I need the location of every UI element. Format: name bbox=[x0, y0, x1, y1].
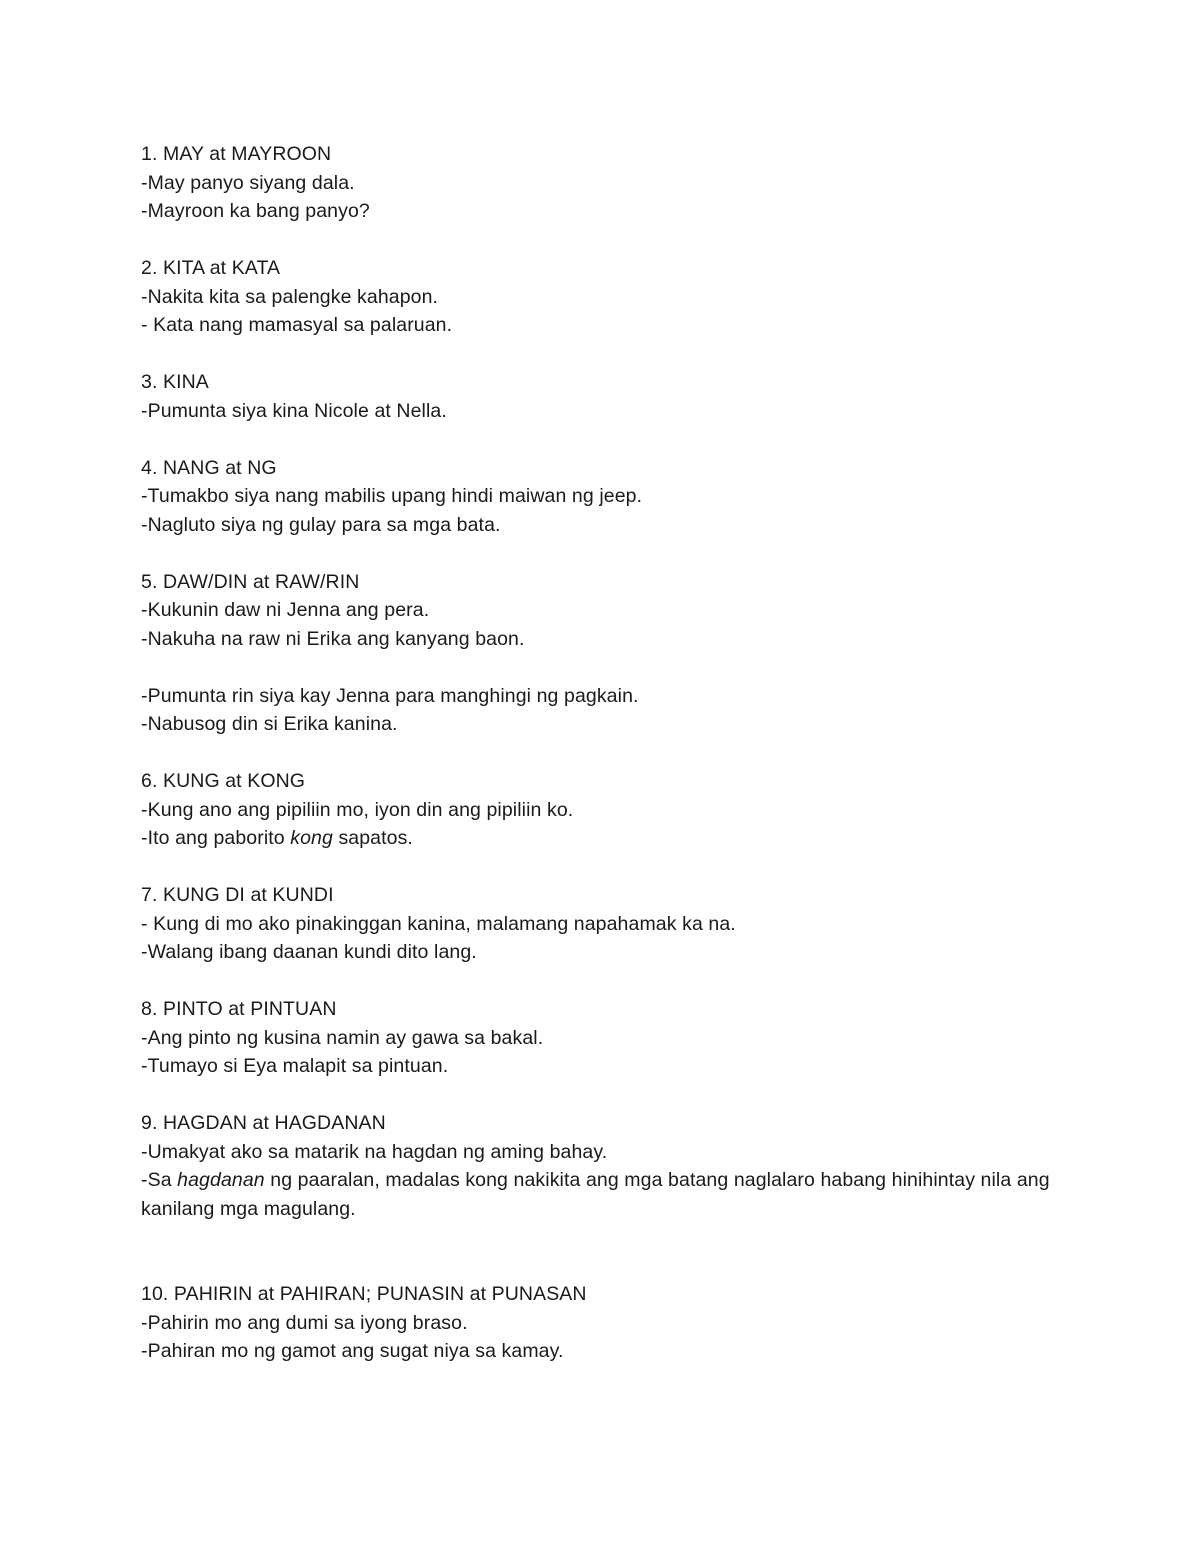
emphasized-word: kong bbox=[290, 827, 333, 849]
section-4 bbox=[141, 454, 1101, 540]
example-sentence: -Umakyat ako sa matarik na hagdan ng aming bahay. bbox=[141, 1140, 608, 1163]
example-sentence: - Kata nang mamasyal sa palaruan. bbox=[141, 314, 453, 336]
example-sentence: -Pumunta siya kina Nicole at Nella. bbox=[141, 399, 447, 422]
section-8 bbox=[141, 995, 1101, 1081]
example-sentence: -Nakuha na raw ni Erika ang kanyang baon. bbox=[141, 627, 525, 650]
section-heading: 5. DAW/DIN at RAW/RIN bbox=[141, 570, 360, 593]
section-heading: 1. MAY at MAYROON bbox=[141, 143, 332, 165]
example-sentence bbox=[141, 824, 1101, 853]
section-7 bbox=[141, 881, 1101, 967]
example-sentence: -Pahirin mo ang dumi sa iyong braso. bbox=[141, 1311, 468, 1334]
section-heading: 7. KUNG DI at KUNDI bbox=[141, 884, 334, 906]
document-body bbox=[141, 140, 1101, 1394]
example-sentence: -Nakita kita sa palengke kahapon. bbox=[141, 285, 439, 308]
example-sentence: -Pumunta rin siya kay Jenna para manghingi ng pagkain. bbox=[141, 684, 639, 707]
example-sentence: -Walang ibang daanan kundi dito lang. bbox=[141, 941, 477, 963]
sentence-text: sapatos. bbox=[332, 827, 413, 849]
section-heading: 4. NANG at NG bbox=[141, 456, 277, 479]
example-sentence: -Ang pinto ng kusina namin ay gawa sa bakal. bbox=[141, 1026, 544, 1049]
sentence-text: ng paaralan, madalas kong nakikita ang mga batang naglalaro habang hinihintay nila ang kanilang mga magulang. bbox=[141, 1169, 1056, 1220]
section-9 bbox=[141, 1109, 1101, 1223]
example-sentence bbox=[141, 1166, 1101, 1223]
example-sentence: -Pahiran mo ng gamot ang sugat niya sa kamay. bbox=[141, 1340, 564, 1362]
example-sentence: -Tumayo si Eya malapit sa pintuan. bbox=[141, 1055, 449, 1077]
section-heading: 8. PINTO at PINTUAN bbox=[141, 998, 337, 1020]
emphasized-word: hagdanan bbox=[177, 1169, 265, 1191]
section-5 bbox=[141, 568, 1101, 739]
example-sentence: - Kung di mo ako pinakinggan kanina, malamang napahamak ka na. bbox=[141, 912, 736, 935]
section-1 bbox=[141, 140, 1101, 226]
blank-line bbox=[141, 1252, 1101, 1281]
sentence-text: -Ito ang paborito bbox=[141, 827, 291, 849]
example-sentence: -May panyo siyang dala. bbox=[141, 171, 355, 194]
section-2 bbox=[141, 254, 1101, 340]
section-6 bbox=[141, 767, 1101, 853]
example-sentence: -Tumakbo siya nang mabilis upang hindi maiwan ng jeep. bbox=[141, 485, 643, 507]
example-sentence: -Kukunin daw ni Jenna ang pera. bbox=[141, 599, 430, 621]
section-heading: 2. KITA at KATA bbox=[141, 257, 281, 279]
example-sentence: -Kung ano ang pipiliin mo, iyon din ang pipiliin ko. bbox=[141, 798, 574, 821]
example-sentence: -Mayroon ka bang panyo? bbox=[141, 200, 370, 222]
example-sentence: -Nagluto siya ng gulay para sa mga bata. bbox=[141, 513, 501, 536]
section-heading: 10. PAHIRIN at PAHIRAN; PUNASIN at PUNASAN bbox=[141, 1283, 587, 1305]
section-3 bbox=[141, 368, 1101, 425]
section-heading: 3. KINA bbox=[141, 371, 209, 393]
section-heading: 9. HAGDAN at HAGDANAN bbox=[141, 1112, 386, 1134]
section-10 bbox=[141, 1280, 1101, 1366]
sentence-text: -Sa bbox=[141, 1169, 178, 1191]
blank-line bbox=[141, 653, 1101, 682]
example-sentence: -Nabusog din si Erika kanina. bbox=[141, 713, 398, 735]
section-heading: 6. KUNG at KONG bbox=[141, 770, 306, 792]
